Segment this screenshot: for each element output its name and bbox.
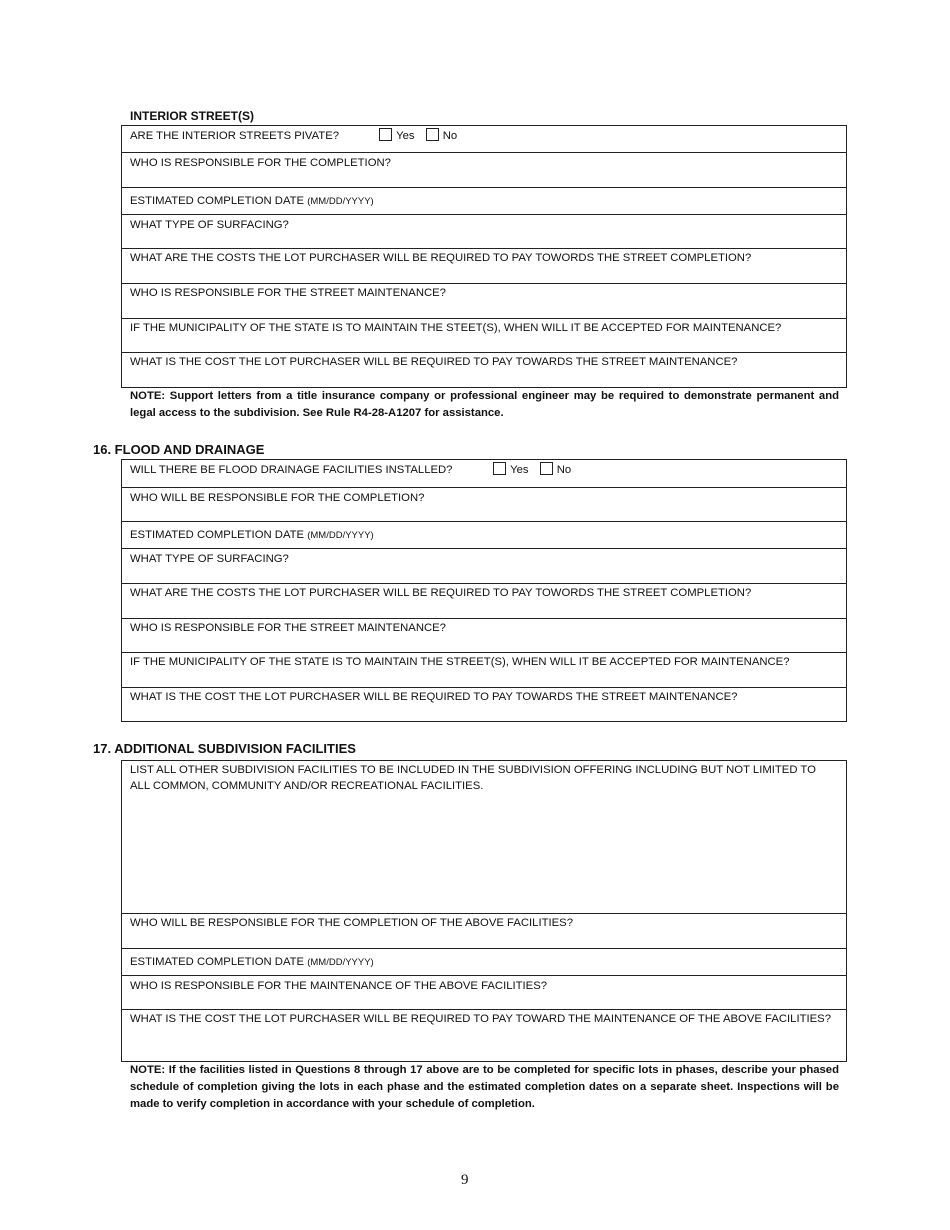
flood-drainage-heading: 16. FLOOD AND DRAINAGE xyxy=(93,442,265,457)
flood-surfacing-field[interactable]: WHAT TYPE OF SURFACING? xyxy=(122,549,847,584)
additional-facilities-table xyxy=(121,760,847,1062)
additional-date-field[interactable]: ESTIMATED COMPLETION DATE (MM/DD/YYYY) xyxy=(122,949,847,976)
flood-municipality-field[interactable]: IF THE MUNICIPALITY OF THE STATE IS TO MAINTAIN THE STREET(S), WHEN WILL IT BE ACCEPTED FOR MAINTENANCE? xyxy=(122,653,847,688)
interior-private-question: ARE THE INTERIOR STREETS PIVATE? xyxy=(130,130,340,142)
interior-streets-table xyxy=(121,125,847,388)
interior-private-row xyxy=(122,126,847,153)
flood-installed-question: WILL THERE BE FLOOD DRAINAGE FACILITIES INSTALLED? xyxy=(130,464,453,476)
flood-maint-cost-field[interactable]: WHAT IS THE COST THE LOT PURCHASER WILL BE REQUIRED TO PAY TOWARDS THE STREET MAINTENANCE? xyxy=(122,688,847,722)
interior-maint-cost-field[interactable]: WHAT IS THE COST THE LOT PURCHASER WILL BE REQUIRED TO PAY TOWARDS THE STREET MAINTENANCE? xyxy=(122,353,847,388)
interior-completion-field[interactable]: WHO IS RESPONSIBLE FOR THE COMPLETION? xyxy=(122,153,847,188)
interior-note: NOTE: Support letters from a title insurance company or professional engineer may be required to demonstrate permanent and legal access to the subdivision. See Rule R4-28-A1207 for assistance. xyxy=(130,390,839,419)
flood-installed-row xyxy=(122,460,847,488)
checkbox-icon[interactable] xyxy=(379,128,392,141)
interior-date-field[interactable]: ESTIMATED COMPLETION DATE (MM/DD/YYYY) xyxy=(122,188,847,215)
flood-date-field[interactable]: ESTIMATED COMPLETION DATE (MM/DD/YYYY) xyxy=(122,522,847,549)
flood-installed-no[interactable]: No xyxy=(540,462,571,478)
interior-private-no[interactable]: No xyxy=(426,128,457,144)
checkbox-icon[interactable] xyxy=(426,128,439,141)
additional-note: NOTE: If the facilities listed in Questions 8 through 17 above are to be completed for specific lots in phases, describe your phased schedule of completion giving the lots in each phase and the estimated completion dates on a separate sheet. Inspections will be made to verify completion in accordance with your schedule of completion. xyxy=(130,1064,839,1110)
additional-facilities-heading: 17. ADDITIONAL SUBDIVISION FACILITIES xyxy=(93,741,356,756)
interior-surfacing-field[interactable]: WHAT TYPE OF SURFACING? xyxy=(122,215,847,249)
flood-installed-yes[interactable]: Yes xyxy=(493,462,528,478)
page-number: 9 xyxy=(461,1172,469,1188)
checkbox-icon[interactable] xyxy=(540,462,553,475)
flood-maint-resp-field[interactable]: WHO IS RESPONSIBLE FOR THE STREET MAINTENANCE? xyxy=(122,619,847,653)
interior-costs-field[interactable]: WHAT ARE THE COSTS THE LOT PURCHASER WILL BE REQUIRED TO PAY TOWORDS THE STREET COMPLETION? xyxy=(122,249,847,284)
interior-municipality-field[interactable]: IF THE MUNICIPALITY OF THE STATE IS TO MAINTAIN THE STEET(S), WHEN WILL IT BE ACCEPTED FOR MAINTENANCE? xyxy=(122,319,847,353)
flood-costs-field[interactable]: WHAT ARE THE COSTS THE LOT PURCHASER WILL BE REQUIRED TO PAY TOWORDS THE STREET COMPLETION? xyxy=(122,584,847,619)
interior-private-yes[interactable]: Yes xyxy=(379,128,414,144)
interior-maint-resp-field[interactable]: WHO IS RESPONSIBLE FOR THE STREET MAINTENANCE? xyxy=(122,284,847,319)
flood-drainage-table xyxy=(121,459,847,722)
flood-completion-field[interactable]: WHO WILL BE RESPONSIBLE FOR THE COMPLETION? xyxy=(122,488,847,522)
additional-completion-field[interactable]: WHO WILL BE RESPONSIBLE FOR THE COMPLETION OF THE ABOVE FACILITIES? xyxy=(122,914,847,949)
additional-maint-resp-field[interactable]: WHO IS RESPONSIBLE FOR THE MAINTENANCE OF THE ABOVE FACILITIES? xyxy=(122,976,847,1010)
additional-maint-cost-field[interactable]: WHAT IS THE COST THE LOT PURCHASER WILL BE REQUIRED TO PAY TOWARD THE MAINTENANCE OF THE ABOVE FACILITIES? xyxy=(122,1010,847,1062)
checkbox-icon[interactable] xyxy=(493,462,506,475)
interior-streets-heading: INTERIOR STREET(S) xyxy=(130,109,255,123)
additional-list-field[interactable]: LIST ALL OTHER SUBDIVISION FACILITIES TO BE INCLUDED IN THE SUBDIVISION OFFERING INCLUDING BUT NOT LIMITED TO ALL COMMON, COMMUNITY AND/OR RECREATIONAL FACILITIES. xyxy=(122,761,847,914)
